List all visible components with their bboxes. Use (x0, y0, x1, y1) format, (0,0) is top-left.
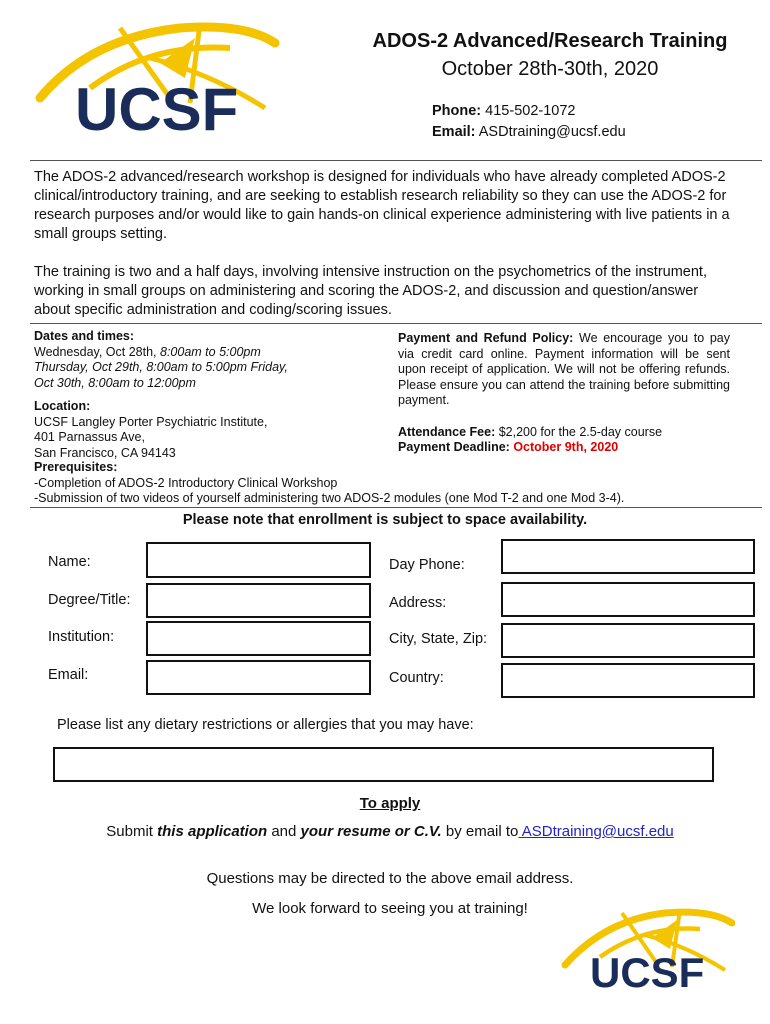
name-field[interactable] (146, 542, 371, 578)
email-field-label: Email: (48, 667, 89, 683)
by-email-text: by email to (441, 823, 519, 840)
logo-text: UCSF (590, 949, 705, 996)
country-field[interactable] (501, 663, 755, 698)
degree-label: Degree/Title: (48, 592, 131, 608)
payment-column (398, 331, 730, 456)
ucsf-logo-bottom (560, 905, 735, 1000)
city-field[interactable] (501, 623, 755, 658)
policy-heading: Payment and Refund Policy: (398, 331, 574, 345)
intro-paragraph-2: The training is two and a half days, involving intensive instruction on the psychometrics of the instrument, working in small groups on administering and scoring the ADOS-2, and discussion and question/answer about specific administration and coding/scoring issues. (34, 264, 707, 318)
fee-text: $2,200 for the 2.5-day course (495, 424, 663, 439)
institution-field[interactable] (146, 621, 371, 656)
contact-block (432, 101, 626, 143)
email-field[interactable] (146, 660, 371, 695)
divider (30, 160, 762, 161)
resume-text: your resume or C.V. (300, 823, 442, 840)
degree-field[interactable] (146, 583, 371, 618)
name-label: Name: (48, 554, 91, 570)
day-phone-label: Day Phone: (389, 557, 465, 573)
prereq-heading: Prerequisites: (34, 460, 118, 474)
ucsf-logo (30, 18, 280, 148)
apply-heading: To apply (359, 795, 421, 812)
page-title: ADOS-2 Advanced/Research Training (372, 30, 728, 52)
prerequisites (34, 460, 754, 507)
questions-text: Questions may be directed to the above email address. (206, 870, 574, 887)
email-label: Email: (432, 124, 476, 140)
enrollment-notice: Please note that enrollment is subject to space availability. (182, 512, 588, 528)
application-text: this application (157, 823, 268, 840)
address-label: Address: (389, 595, 447, 611)
training-dates: October 28th-30th, 2020 (441, 58, 659, 80)
phone-label: Phone: (432, 103, 482, 119)
dietary-field[interactable] (53, 747, 714, 782)
location-line2: 401 Parnassus Ave, (34, 430, 145, 444)
fee-label: Attendance Fee: (398, 424, 496, 439)
prereq-item-1: -Completion of ADOS-2 Introductory Clinical Workshop (34, 475, 338, 490)
institution-label: Institution: (48, 629, 115, 645)
dates-heading: Dates and times: (34, 329, 135, 343)
deadline-label: Payment Deadline: (398, 440, 510, 454)
day-phone-field[interactable] (501, 539, 755, 574)
apply-email-link[interactable]: ASDtraining@ucsf.edu (518, 823, 674, 840)
day1-name: Wednesday, Oct 28th, (34, 344, 160, 359)
intro-paragraph-1: The ADOS-2 advanced/research workshop is designed for individuals who have already completed ADOS-2 clinical/introductory training, and are seeking to establish research reliability so they can use the ADOS-2 for research purposes and/or would like to gain hands-on clinical experience administering with live patients in a small groups setting. (34, 169, 730, 242)
logo-text: UCSF (75, 76, 239, 143)
and-text: and (267, 823, 301, 840)
closing-text: We look forward to seeing you at training! (252, 900, 528, 917)
city-label: City, State, Zip: (389, 631, 488, 647)
email-value: ASDtraining@ucsf.edu (478, 124, 626, 140)
location-heading: Location: (34, 399, 91, 413)
phone-value: 415-502-1072 (485, 103, 576, 119)
day3: Oct 30th, 8:00am to 12:00pm (34, 375, 196, 390)
location-line3: San Francisco, CA 94143 (34, 445, 176, 460)
day1-time: 8:00am to 5:00pm (160, 344, 261, 359)
deadline-value: October 9th, 2020 (509, 440, 619, 454)
address-field[interactable] (501, 582, 755, 617)
country-label: Country: (389, 670, 444, 686)
dates-location-column (34, 329, 364, 461)
divider (30, 507, 762, 508)
location-line1: UCSF Langley Porter Psychiatric Institute, (34, 414, 268, 429)
policy-text: We encourage you to pay via credit card online. Payment information will be sent upon receipt of application. We will not be offering refunds. Please ensure you can attend the training before submitting payment. (398, 331, 731, 407)
day2: Thursday, Oct 29th, 8:00am to 5:00pm Friday, (34, 360, 288, 374)
dietary-label: Please list any dietary restrictions or allergies that you may have: (57, 717, 474, 733)
apply-instructions (30, 823, 750, 840)
divider (30, 323, 762, 324)
submit-text: Submit (106, 823, 158, 840)
prereq-item-2: -Submission of two videos of yourself administering two ADOS-2 modules (one Mod T-2 and one Mod 3-4). (34, 491, 625, 505)
